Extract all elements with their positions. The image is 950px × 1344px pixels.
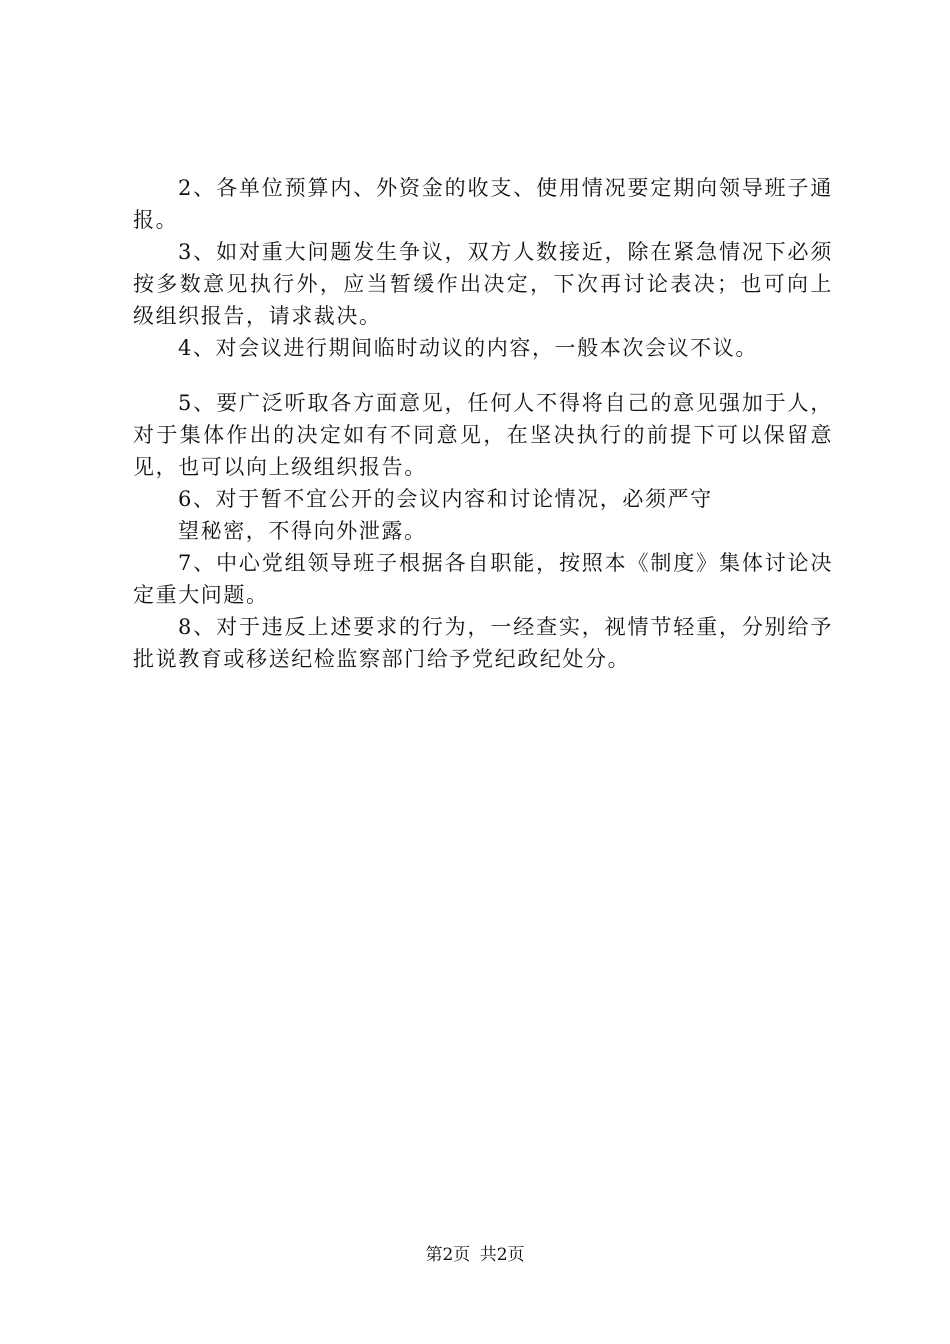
document-body	[133, 172, 833, 675]
page-number-total: 共2页	[479, 1245, 525, 1265]
paragraph-3: 3、如对重大问题发生争议，双方人数接近，除在紧急情况下必须按多数意见执行外，应当暂缓作出决定，下次再讨论表决；也可向上级组织报告，请求裁决。	[133, 240, 833, 328]
page-number-current: 第2页	[425, 1245, 471, 1265]
paragraph-8: 8、对于违反上述要求的行为，一经查实，视情节轻重，分别给予批说教育或移送纪检监察部门给予党纪政纪处分。	[133, 615, 833, 671]
paragraph-2: 2、各单位预算内、外资金的收支、使用情况要定期向领导班子通报。	[133, 176, 833, 232]
paragraph-5: 5、要广泛听取各方面意见，任何人不得将自己的意见强加于人，对于集体作出的决定如有不同意见，在坚决执行的前提下可以保留意见，也可以向上级组织报告。	[133, 391, 833, 479]
paragraph-6-line-1: 6、对于暂不宜公开的会议内容和讨论情况，必须严守	[178, 487, 713, 511]
paragraph-6-line-2: 望秘密，不得向外泄露。	[178, 519, 427, 543]
paragraph-7: 7、中心党组领导班子根据各自职能，按照本《制度》集体讨论决定重大问题。	[133, 551, 833, 607]
page-footer	[0, 1244, 950, 1266]
paragraph-4: 4、对会议进行期间临时动议的内容，一般本次会议不议。	[178, 336, 758, 360]
